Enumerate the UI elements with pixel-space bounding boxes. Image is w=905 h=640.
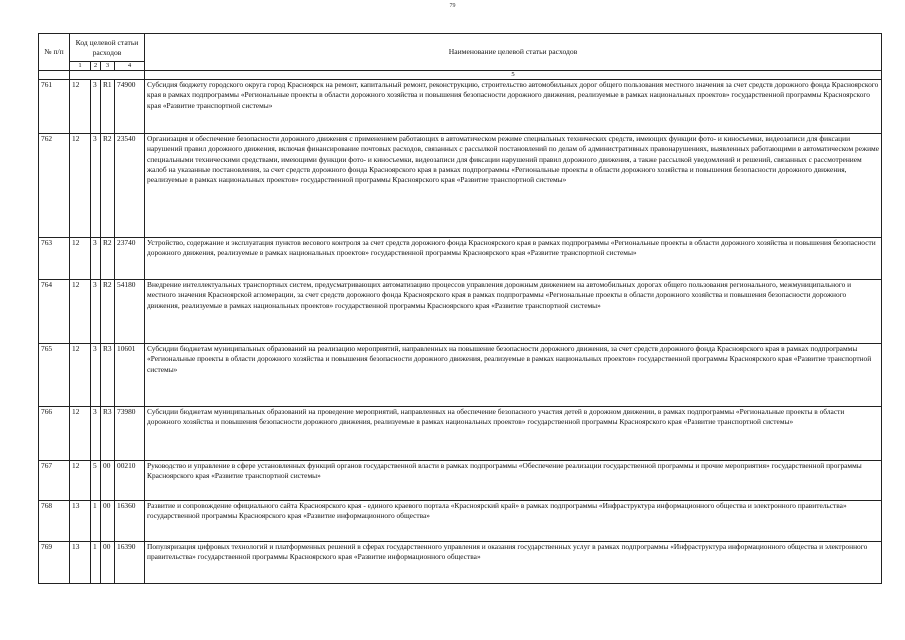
item-description: Устройство, содержание и эксплуатация пунктов весового контроля за счет средств дорожного фонда Красноярского края в рамках подпрограммы «Региональные проекты в области дорожного хозяйства и повышения безопасности дорожного движения, реализуемые в рамках национальных проектов» государственной программы Красноярского края «Развитие транспортной системы» (145, 238, 882, 280)
code-part-4: 54180 (115, 280, 145, 344)
code-part-2: 3 (91, 134, 101, 238)
column-index-1: 1 (70, 62, 91, 71)
column-index-4: 4 (115, 62, 145, 71)
code-part-2: 3 (91, 344, 101, 407)
code-part-2: 1 (91, 542, 101, 584)
column-index-3: 3 (101, 62, 115, 71)
item-description: Субсидия бюджету городского округа город Красноярск на ремонт, капитальный ремонт, реконструкцию, строительство автомобильных дорог общего пользования местного значения за счет средств дорожного фонда Красноярского края в рамках подпрограммы «Региональные проекты в области дорожного хозяйства и повышения безопасности дорожного движения, реализуемые в рамках национальных проектов» государственной программы Красноярского края «Развитие транспортной системы» (145, 80, 882, 134)
column-index-blank (70, 71, 145, 80)
item-description: Субсидии бюджетам муниципальных образований на проведение мероприятий, направленных на обеспечение безопасного участия детей в дорожном движении, в рамках подпрограммы «Региональные проекты в области дорожного хозяйства и повышения безопасности дорожного движения, реализуемые в рамках национальных проектов» государственной программы Красноярского края «Развитие транспортной системы» (145, 407, 882, 461)
code-part-2: 3 (91, 238, 101, 280)
table-row (39, 80, 882, 134)
code-part-1: 12 (70, 461, 91, 501)
row-number: 766 (39, 407, 70, 461)
budget-code-table (38, 33, 882, 584)
column-index-5: 5 (145, 71, 882, 80)
row-number: 761 (39, 80, 70, 134)
row-number: 768 (39, 501, 70, 542)
row-number: 763 (39, 238, 70, 280)
table-row (39, 238, 882, 280)
table-row (39, 501, 882, 542)
header-code-group: Код целевой статьи расходов (70, 34, 145, 62)
code-part-1: 13 (70, 501, 91, 542)
code-part-1: 12 (70, 407, 91, 461)
item-description: Субсидии бюджетам муниципальных образований на реализацию мероприятий, направленных на повышение безопасности дорожного движения, за счет средств дорожного фонда Красноярского края в рамках подпрограммы «Региональные проекты в области дорожного хозяйства и повышения безопасности дорожного движения, реализуемые в рамках национальных проектов» государственной программы Красноярского края «Развитие транспортной системы» (145, 344, 882, 407)
item-description: Организация и обеспечение безопасности дорожного движения с применением работающих в автоматическом режиме специальных технических средств, имеющих функции фото- и киносъемки, видеозаписи для фиксации нарушений правил дорожного движения, включая финансирование почтовых расходов, связанных с рассылкой постановлений по делам об административных правонарушениях, выявленных работающими в автоматическом режиме специальными техническими средствами, имеющими функции фото- и киносъемки, видеозаписи для фиксации нарушений правил дорожного движения, а также рассылкой уведомлений и решений, связанных с рассмотрением жалоб на указанные постановления, за счет средств дорожного фонда Красноярского края в рамках подпрограммы «Региональные проекты в области дорожного хозяйства и повышения безопасности дорожного движения, реализуемые в рамках национальных проектов» государственной программы Красноярского края «Развитие транспортной системы» (145, 134, 882, 238)
code-part-1: 12 (70, 344, 91, 407)
code-part-2: 5 (91, 461, 101, 501)
code-part-4: 16360 (115, 501, 145, 542)
code-part-2: 3 (91, 280, 101, 344)
row-number: 765 (39, 344, 70, 407)
code-part-2: 3 (91, 407, 101, 461)
row-number: 767 (39, 461, 70, 501)
table-row (39, 461, 882, 501)
page-number: 79 (449, 3, 456, 9)
code-part-1: 12 (70, 134, 91, 238)
code-part-3: 00 (101, 501, 115, 542)
table-body (39, 80, 882, 584)
item-description: Популяризация цифровых технологий и платформенных решений в сферах государственного управления и оказания государственных услуг в рамках подпрограммы «Инфраструктура информационного общества и электронного правительства» государственной программы Красноярского края «Развитие информационного общества» (145, 542, 882, 584)
table-row (39, 344, 882, 407)
code-part-2: 3 (91, 80, 101, 134)
code-part-1: 12 (70, 80, 91, 134)
code-part-4: 73980 (115, 407, 145, 461)
code-part-4: 00210 (115, 461, 145, 501)
code-part-1: 12 (70, 238, 91, 280)
code-part-3: R3 (101, 407, 115, 461)
item-description: Развитие и сопровождение официального сайта Красноярского края - единого краевого портала «Красноярский край» в рамках подпрограммы «Инфраструктура информационного общества и электронного правительства» государственной программы Красноярского края «Развитие информационного общества» (145, 501, 882, 542)
item-description: Руководство и управление в сфере установленных функций органов государственной власти в рамках подпрограммы «Обеспечение реализации государственной программы и прочие мероприятия» государственной программы Красноярского края «Развитие транспортной системы» (145, 461, 882, 501)
header-item-name: Наименование целевой статьи расходов (145, 34, 882, 71)
table-row (39, 280, 882, 344)
code-part-3: 00 (101, 461, 115, 501)
code-part-2: 1 (91, 501, 101, 542)
item-description: Внедрение интеллектуальных транспортных систем, предусматривающих автоматизацию процессов управления дорожным движением на автомобильных дорогах общего пользования регионального, межмуниципального и местного значения Красноярской агломерации, за счет средств дорожного фонда Красноярского края в рамках подпрограммы «Региональные проекты в области дорожного хозяйства и повышения безопасности дорожного движения, реализуемые в рамках национальных проектов» государственной программы Красноярского края «Развитие транспортной системы» (145, 280, 882, 344)
code-part-1: 12 (70, 280, 91, 344)
table-row (39, 134, 882, 238)
row-number: 764 (39, 280, 70, 344)
table-row (39, 407, 882, 461)
row-number: 769 (39, 542, 70, 584)
column-index-blank (39, 71, 70, 80)
code-part-3: R2 (101, 238, 115, 280)
header-row-number: № п/п (39, 34, 70, 71)
code-part-4: 10601 (115, 344, 145, 407)
code-part-3: R3 (101, 344, 115, 407)
code-part-4: 23540 (115, 134, 145, 238)
table-row (39, 542, 882, 584)
code-part-4: 23740 (115, 238, 145, 280)
code-part-3: R2 (101, 134, 115, 238)
code-part-3: R2 (101, 280, 115, 344)
column-index-2: 2 (91, 62, 101, 71)
code-part-1: 13 (70, 542, 91, 584)
code-part-3: R1 (101, 80, 115, 134)
row-number: 762 (39, 134, 70, 238)
code-part-4: 16390 (115, 542, 145, 584)
code-part-4: 74900 (115, 80, 145, 134)
code-part-3: 00 (101, 542, 115, 584)
